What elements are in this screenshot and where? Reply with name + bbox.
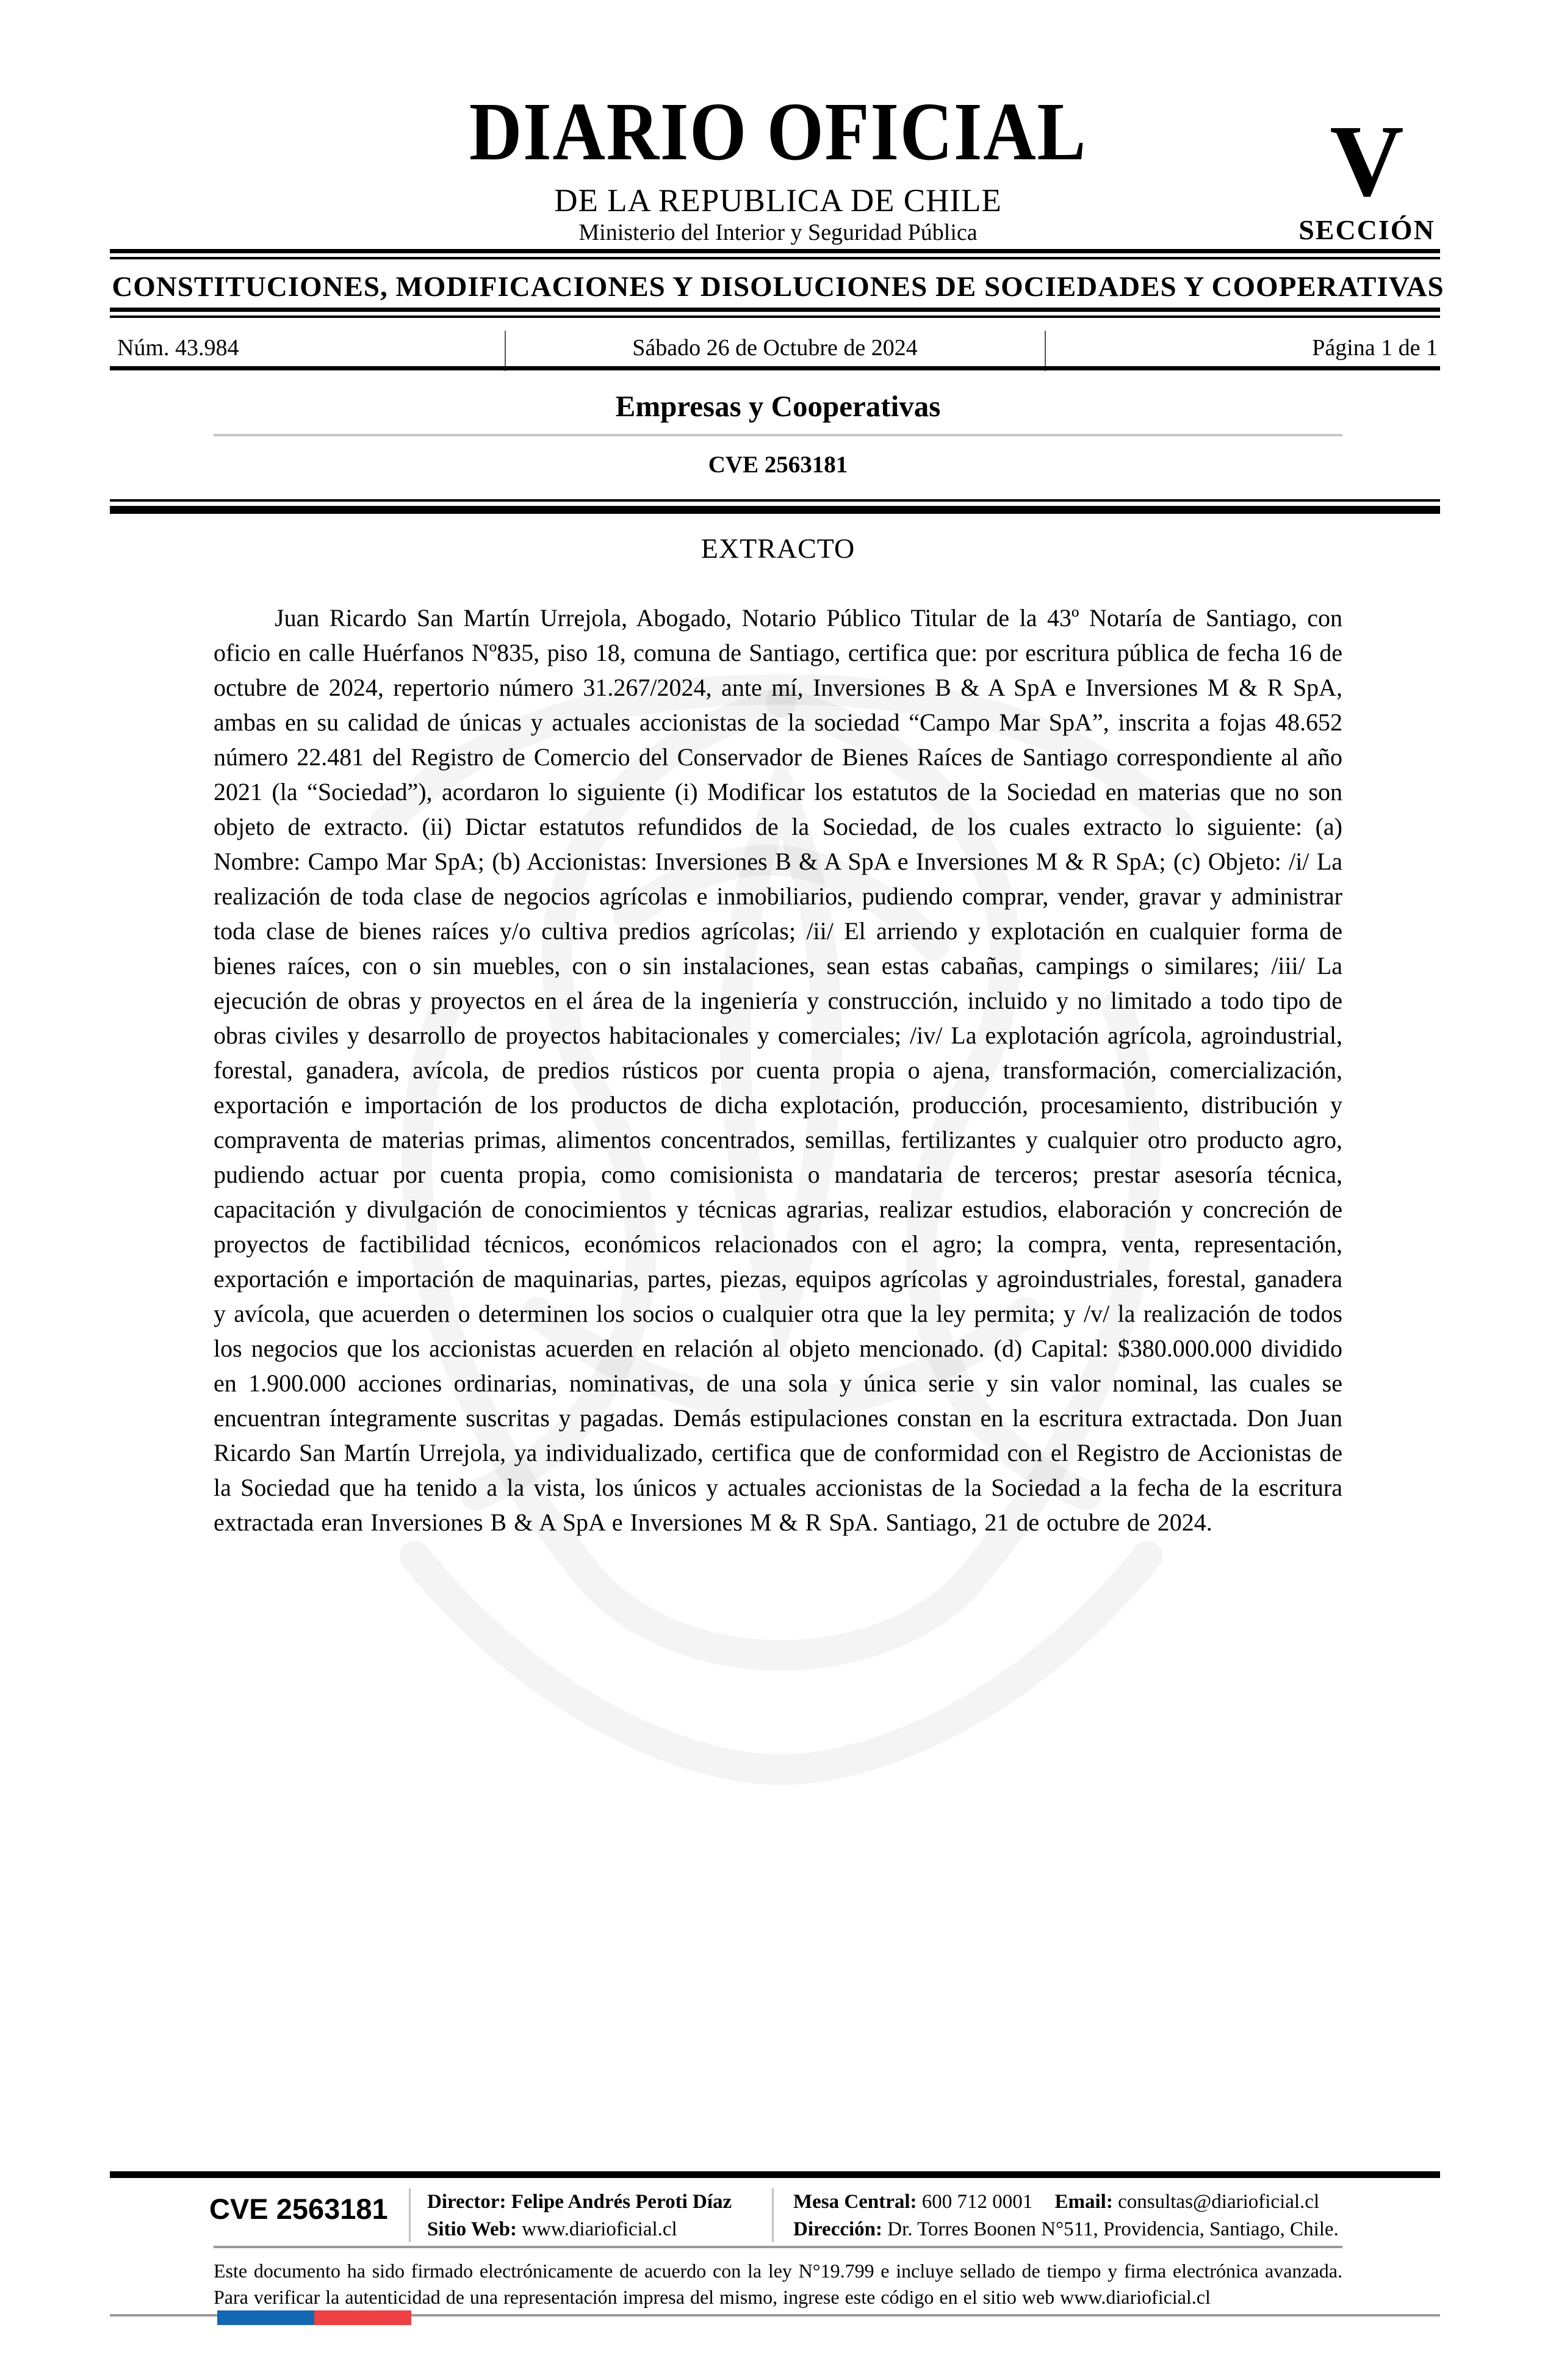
section-banner: CONSTITUCIONES, MODIFICACIONES Y DISOLUCIONES DE SOCIEDADES Y COOPERATIVAS bbox=[112, 271, 1444, 303]
cve-code: CVE 2563181 bbox=[708, 452, 848, 478]
footer-top-bar bbox=[110, 2171, 1440, 2178]
issue-divider-left bbox=[505, 331, 506, 371]
issue-row bbox=[110, 334, 1440, 371]
notice-heading: EXTRACTO bbox=[701, 533, 855, 564]
masthead-subtitle: DE LA REPUBLICA DE CHILE bbox=[554, 183, 1002, 218]
rule-top-thick bbox=[110, 249, 1440, 253]
flag-red-block bbox=[314, 2310, 411, 2325]
rule-top-thin bbox=[110, 257, 1440, 259]
footer-director-line bbox=[427, 2188, 732, 2216]
section-box bbox=[1288, 104, 1446, 246]
footer-website-line bbox=[427, 2216, 732, 2243]
section-numeral: V bbox=[1330, 104, 1404, 218]
footer-divider-1 bbox=[409, 2188, 411, 2242]
notice-body: Juan Ricardo San Martín Urrejola, Abogado, Notario Público Titular de la 43º Notaría de Santiago, con oficio en calle Huérfanos Nº835, piso 18, comuna de Santiago, certifica que: por escritura pública de fecha 16 de octubre de 2024, repertorio número 31.267/2024, ante mí, Inversiones B & A SpA e Inversiones M & R SpA, ambas en su calidad de únicas y actuales accionistas de la sociedad “Campo Mar SpA”, inscrita a fojas 48.652 número 22.481 del Registro de Comercio del Conservador de Bienes Raíces de Santiago correspondiente al año 2021 (la “Sociedad”), acordaron lo siguiente (i) Modificar los estatutos de la Sociedad en materias que no son objeto de extracto. (ii) Dictar estatutos refundidos de la Sociedad, de los cuales extracto lo siguiente: (a) Nombre: Campo Mar SpA; (b) Accionistas: Inversiones B & A SpA e Inversiones M & R SpA; (c) Objeto: /i/ La realización de toda clase de negocios agrícolas e inmobiliarios, pudiendo comprar, vender, gravar y administrar toda clase de bienes raíces y/o cultiva predios agrícolas; /ii/ El arriendo y explotación en cualquier forma de bienes raíces, con o sin muebles, con o sin instalaciones, sean estas cabañas, campings o similares; /iii/ La ejecución de obras y proyectos en el área de la ingeniería y construcción, incluido y no limitado a todo tipo de obras civiles y desarrollo de proyectos habitacionales y comerciales; /iv/ La explotación agrícola, agroindustrial, forestal, ganadera, avícola, de predios rústicos por cuenta propia o ajena, transformación, comercialización, exportación e importación de los productos de dicha explotación, producción, procesamiento, distribución y compraventa de materias primas, alimentos concentrados, semillas, fertilizantes y cualquier otro producto agro, pudiendo actuar por cuenta propia, como comisionista o mandataria de terceros; prestar asesoría técnica, capacitación y divulgación de conocimientos y técnicas agrarias, realizar estudios, elaboración y concreción de proyectos de factibilidad técnicos, económicos relacionados con el agro; la compra, venta, representación, exportación e importación de maquinarias, partes, piezas, equipos agrícolas y agroindustriales, forestal, ganadera y avícola, que acuerden o determinen los socios o cualquier otra que la ley permita; y /v/ la realización de todos los negocios que los accionistas acuerden en relación al objeto mencionado. (d) Capital: $380.000.000 dividido en 1.900.000 acciones ordinarias, nominativas, de una sola y única serie y sin valor nominal, las cuales se encuentran íntegramente suscritas y pagadas. Demás estipulaciones constan en la escritura extractada. Don Juan Ricardo San Martín Urrejola, ya individualizado, certifica que de conformidad con el Registro de Accionistas de la Sociedad que ha tenido a la vista, los únicos y actuales accionistas de la Sociedad a la fecha de la escritura extractada eran Inversiones B & A SpA e Inversiones M & R SpA. Santiago, 21 de octubre de 2024. bbox=[214, 604, 1342, 1536]
masthead-ministry: Ministerio del Interior y Seguridad Pública bbox=[578, 220, 978, 245]
rule-extract-thin bbox=[110, 499, 1440, 502]
email-value: consultas@diarioficial.cl bbox=[1118, 2191, 1320, 2213]
issue-date: Sábado 26 de Octubre de 2024 bbox=[632, 335, 918, 361]
footer-director-col bbox=[427, 2188, 732, 2243]
flag-blue-block bbox=[217, 2310, 314, 2325]
website-label: Sitio Web: bbox=[427, 2218, 517, 2240]
footer-contact-col bbox=[793, 2188, 1339, 2243]
rule-banner-thin bbox=[110, 316, 1440, 318]
address-label: Dirección: bbox=[793, 2218, 883, 2240]
rule-extract-thick bbox=[110, 506, 1440, 514]
phone-label: Mesa Central: bbox=[793, 2191, 917, 2213]
rule-banner-thick bbox=[110, 308, 1440, 312]
address-value: Dr. Torres Boonen N°511, Providencia, Santiago, Chile. bbox=[887, 2218, 1339, 2240]
issue-number: Núm. 43.984 bbox=[117, 335, 239, 361]
rule-category-gray bbox=[214, 434, 1342, 436]
issue-divider-right bbox=[1045, 331, 1046, 371]
chile-flag-mark bbox=[217, 2310, 411, 2325]
phone-value: 600 712 0001 bbox=[921, 2191, 1033, 2213]
footer-address-line bbox=[793, 2216, 1339, 2243]
website-value: www.diarioficial.cl bbox=[522, 2218, 677, 2240]
email-label: Email: bbox=[1054, 2191, 1113, 2213]
footer-divider-2 bbox=[772, 2188, 774, 2242]
director-label: Director: bbox=[427, 2191, 506, 2213]
category-title: Empresas y Cooperativas bbox=[615, 389, 941, 423]
rule-footer-gray-1 bbox=[214, 2246, 1342, 2248]
rule-issue bbox=[110, 366, 1440, 370]
director-name: Felipe Andrés Peroti Díaz bbox=[511, 2191, 732, 2213]
issue-page: Página 1 de 1 bbox=[1312, 335, 1438, 361]
masthead-title: DIARIO OFICIAL bbox=[469, 86, 1087, 178]
section-label: SECCIÓN bbox=[1298, 214, 1435, 245]
footer-phone-email-line bbox=[793, 2188, 1339, 2216]
footer-cve-code: CVE 2563181 bbox=[209, 2193, 388, 2225]
legal-notice: Este documento ha sido firmado electrónicamente de acuerdo con la ley N°19.799 e incluye sellado de tiempo y firma electrónica avanzada. Para verificar la autenticidad de una representación impresa del mismo, ingrese este código en el sitio web www.diarioficial.cl bbox=[214, 2260, 1342, 2308]
